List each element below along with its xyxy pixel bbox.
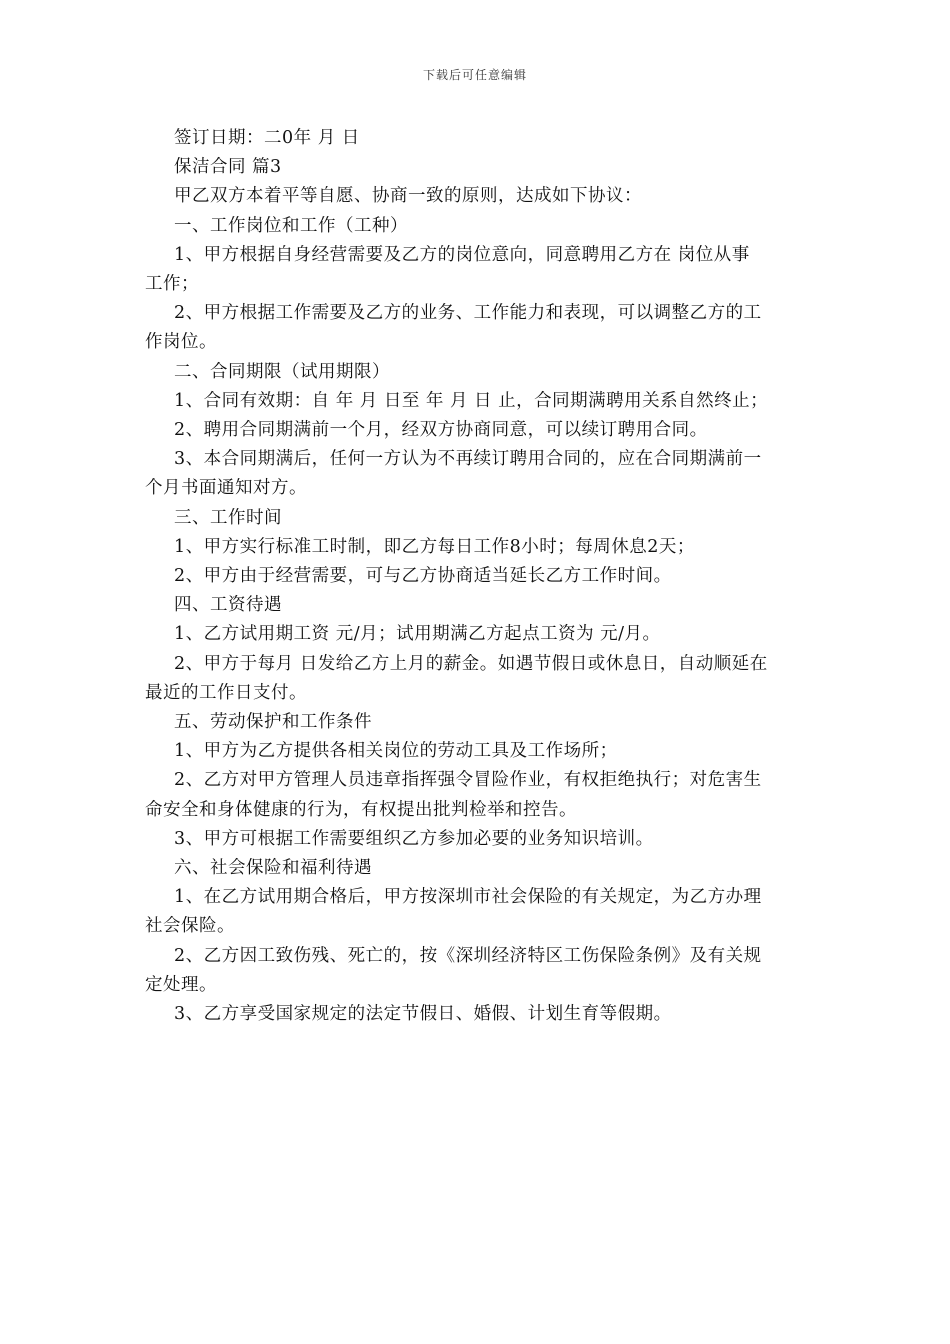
section-heading-1: 一、工作岗位和工作（工种） [174,215,408,236]
paragraph-line: 社会保险。 [145,916,235,937]
contract-title-line: 保洁合同 篇3 [174,157,282,178]
paragraph-line: 2、甲方根据工作需要及乙方的业务、工作能力和表现，可以调整乙方的工 [174,303,762,324]
paragraph-line: 2、甲方于每月 日发给乙方上月的薪金。如遇节假日或休息日，自动顺延在 [174,653,768,674]
paragraph-line: 个月书面通知对方。 [145,478,307,499]
section-heading-6: 六、社会保险和福利待遇 [174,858,372,879]
preamble-line: 甲乙双方本着平等自愿、协商一致的原则，达成如下协议： [174,186,642,207]
section-heading-5: 五、劳动保护和工作条件 [174,712,372,733]
paragraph-line: 最近的工作日支付。 [145,682,307,703]
section-heading-2: 二、合同期限（试用期限） [174,361,390,382]
paragraph-line: 1、合同有效期：自 年 月 日至 年 月 日 止，合同期满聘用关系自然终止； [174,390,769,411]
page-header: 下载后可任意编辑 [422,68,527,82]
paragraph-line: 3、甲方可根据工作需要组织乙方参加必要的业务知识培训。 [174,828,654,849]
paragraph-line: 3、本合同期满后，任何一方认为不再续订聘用合同的，应在合同期满前一 [174,449,762,470]
paragraph-line: 1、甲方为乙方提供各相关岗位的劳动工具及工作场所； [174,741,618,762]
paragraph-line: 2、乙方因工致伤残、死亡的，按《深圳经济特区工伤保险条例》及有关规 [174,945,762,966]
signing-date-line: 签订日期：二0年 月 日 [174,128,360,148]
paragraph-line: 2、乙方对甲方管理人员违章指挥强令冒险作业，有权拒绝执行；对危害生 [174,770,762,791]
paragraph-line: 1、甲方根据自身经营需要及乙方的岗位意向，同意聘用乙方在 岗位从事 [174,244,750,265]
paragraph-line: 定处理。 [145,974,217,995]
paragraph-line: 工作； [145,274,199,295]
section-heading-3: 三、工作时间 [174,507,282,528]
paragraph-line: 1、乙方试用期工资 元/月；试用期满乙方起点工资为 元/月。 [174,624,661,645]
paragraph-line: 2、聘用合同期满前一个月，经双方协商同意，可以续订聘用合同。 [174,420,708,441]
paragraph-line: 1、甲方实行标准工时制，即乙方每日工作8小时；每周休息2天； [174,536,695,557]
section-heading-4: 四、工资待遇 [174,595,282,616]
document-body [145,124,813,1029]
paragraph-line: 3、乙方享受国家规定的法定节假日、婚假、计划生育等假期。 [174,1004,672,1025]
paragraph-line: 作岗位。 [145,332,217,353]
paragraph-line: 命安全和身体健康的行为，有权提出批判检举和控告。 [145,799,577,820]
paragraph-line: 2、甲方由于经营需要，可与乙方协商适当延长乙方工作时间。 [174,566,672,587]
paragraph-line: 1、在乙方试用期合格后，甲方按深圳市社会保险的有关规定，为乙方办理 [174,887,762,908]
